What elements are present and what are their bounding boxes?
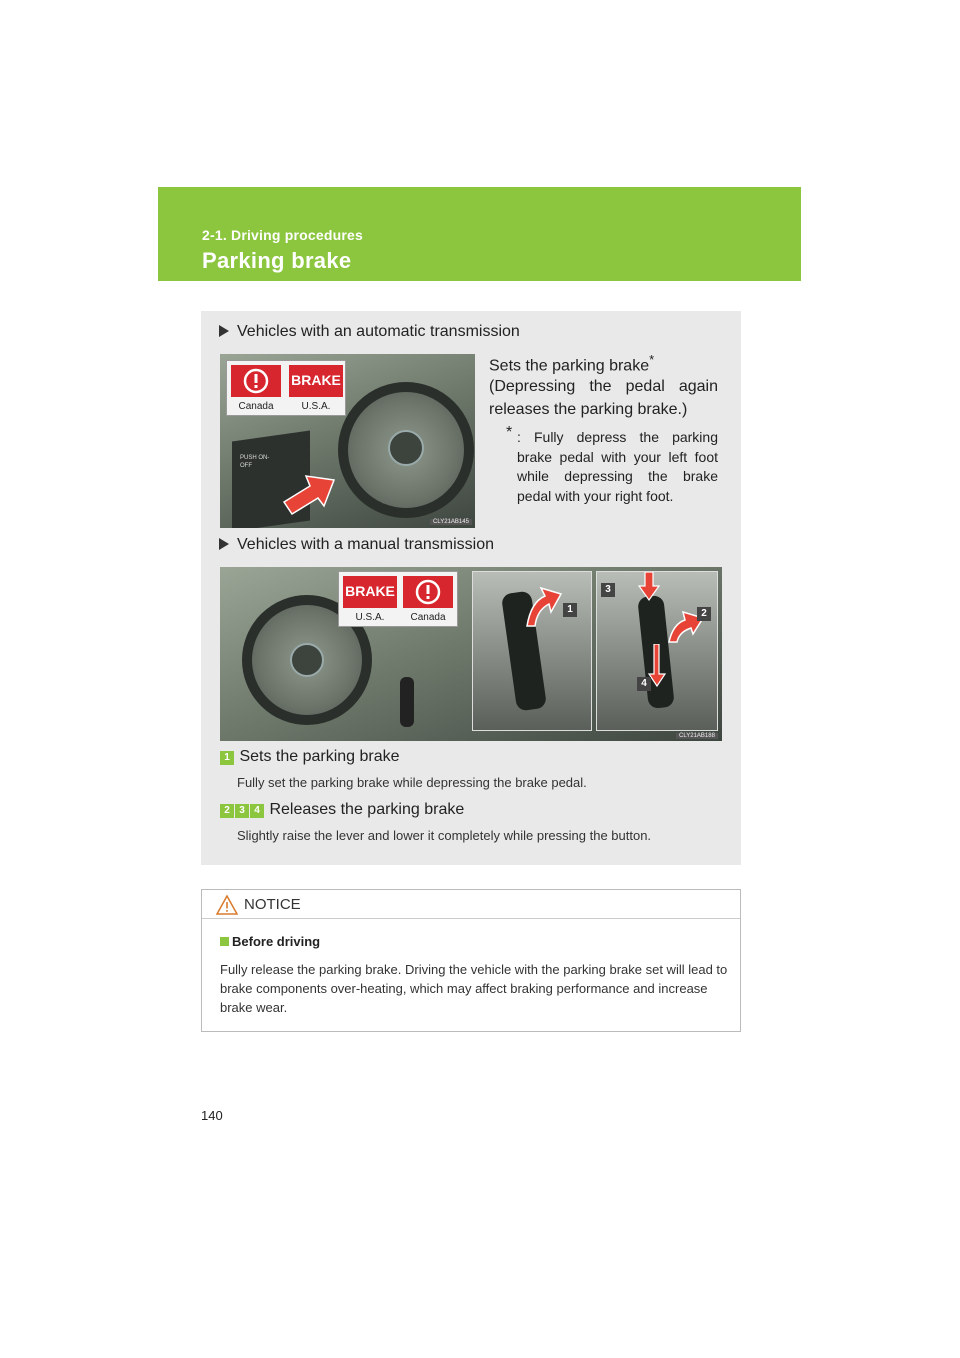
caption-usa: U.S.A.: [355, 612, 385, 623]
triangle-bullet-icon: [219, 538, 229, 550]
page-number: 140: [201, 1108, 223, 1123]
manual-cockpit-photo: [220, 567, 722, 741]
automatic-cockpit-photo: [220, 354, 475, 528]
notice-box: [201, 889, 741, 1032]
steering-hub: [388, 430, 424, 466]
step-number: 1: [220, 751, 234, 765]
step-set-title: 1 Sets the parking brake: [220, 748, 400, 766]
step-set-text: Fully set the parking brake while depressing the brake pedal.: [237, 775, 587, 790]
automatic-heading: Vehicles with an automatic transmission: [219, 323, 520, 341]
callout-3: 3: [601, 583, 615, 597]
callout-1: 1: [563, 603, 577, 617]
brake-warning-canada: [231, 365, 281, 397]
photo-code: CLY21AB145: [430, 519, 472, 525]
callout-4: 4: [637, 677, 651, 691]
manual-heading: Vehicles with a manual transmission: [219, 536, 494, 554]
footnote-text: : Fully depress the parking brake pedal with your left foot while depressing the brake pedal with your right foot.: [517, 429, 718, 504]
gear-shift: [400, 677, 414, 727]
warning-triangle-icon: [216, 895, 238, 915]
section-header: [158, 187, 801, 281]
notice-title: NOTICE: [244, 896, 301, 913]
notice-header: [202, 890, 740, 919]
pedal-label: PUSH ON-OFF: [240, 455, 270, 469]
square-bullet-icon: [220, 937, 229, 946]
brake-warning-usa: BRAKE: [343, 576, 397, 608]
arrow-icon: [280, 472, 336, 516]
caption-canada: Canada: [410, 612, 446, 623]
exclamation-circle-icon: [231, 365, 281, 397]
automatic-set-text: Sets the parking brake*: [489, 352, 655, 375]
notice-subheading: Before driving: [220, 934, 320, 949]
exclamation-circle-icon: [403, 576, 453, 608]
brake-warning-canada: [403, 576, 453, 608]
step-number: 4: [250, 804, 264, 818]
caption-canada: Canada: [238, 401, 274, 412]
steering-hub: [290, 643, 324, 677]
automatic-release-text: (Depressing the pedal again releases the parking brake.): [489, 378, 718, 418]
brake-warning-usa: BRAKE: [289, 365, 343, 397]
up-arrow-icon: [523, 584, 563, 628]
section-label: 2-1. Driving procedures: [202, 227, 363, 243]
lever-inset-release: [596, 571, 718, 731]
step-number: 3: [235, 804, 249, 818]
caption-usa: U.S.A.: [301, 401, 331, 412]
step-release-title: 2 3 4 Releases the parking brake: [220, 801, 464, 819]
callout-2: 2: [697, 607, 711, 621]
step-release-text: Slightly raise the lever and lower it completely while pressing the button.: [237, 828, 652, 843]
triangle-bullet-icon: [219, 325, 229, 337]
indicator-panel: [226, 360, 346, 416]
indicator-panel: [338, 571, 458, 627]
footnote-mark: *: [506, 424, 513, 441]
down-arrow-icon: [637, 572, 661, 602]
lever-inset-set: [472, 571, 592, 731]
notice-text: Fully release the parking brake. Driving the vehicle with the parking brake set will lead to brake components over-heating, which may affect braking performance and increase brake wear.: [220, 962, 728, 1015]
photo-code: CLY21AB188: [676, 733, 718, 739]
step-number: 2: [220, 804, 234, 818]
page-title: Parking brake: [202, 248, 352, 273]
